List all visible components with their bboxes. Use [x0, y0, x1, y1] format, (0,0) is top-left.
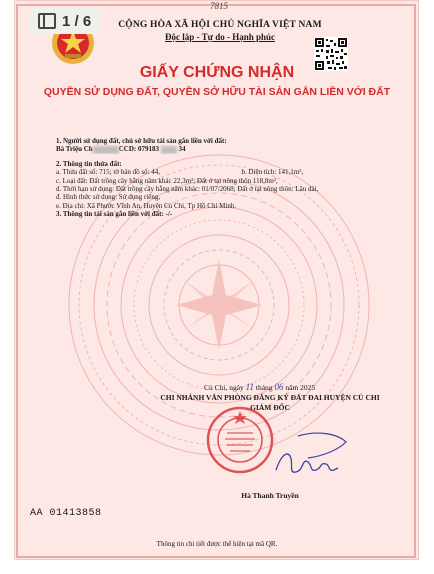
- land-type: c. Loại đất: Đất trồng cây hằng năm khác 22,3m²; Đất ở tại nông thôn 118,8m²,: [56, 176, 278, 185]
- certificate-paper: [14, 0, 419, 560]
- parcel-number: a. Thửa đất số: 715; tờ bản đồ số: 44,: [56, 168, 160, 177]
- owner-name-prefix: Bà Triệu Ch: [56, 145, 93, 154]
- owner-line: [56, 145, 386, 153]
- issue-month-label: tháng: [255, 383, 273, 392]
- serial-number: AA 01413858: [30, 508, 102, 519]
- signer-position: GIÁM ĐỐC: [250, 402, 290, 412]
- certificate-subtitle: QUYỀN SỬ DỤNG ĐẤT, QUYỀN SỞ HỮU TÀI SẢN GẮN LIỀN VỚI ĐẤT: [43, 86, 391, 98]
- qr-note: Thông tin chi tiết được thể hiện tại mã QR.: [156, 540, 278, 548]
- issue-month: 06: [274, 382, 284, 392]
- issue-day: 11: [245, 382, 255, 392]
- country-name: CỘNG HÒA XÃ HỘI CHỦ NGHĨA VIỆT NAM: [118, 20, 322, 30]
- section2-heading: 2. Thông tin thửa đất:: [56, 159, 122, 168]
- owner-id-tail: 34: [178, 145, 186, 154]
- usage-term: d. Thời hạn sử dụng: Đất trồng cây hằng năm khác: 01/07/2068; Đất ở tại nông thôn: Lâu dài,: [56, 185, 319, 194]
- usage-form: đ. Hình thức sử dụng: Sử dụng riêng,: [56, 193, 161, 202]
- page-indicator[interactable]: [30, 8, 100, 34]
- parcel-address: e. Địa chỉ: Xã Phước Vĩnh An, Huyện Củ Chi, Tp Hồ Chí Minh.: [56, 201, 237, 210]
- reference-number: 7815: [210, 1, 228, 11]
- national-header: [110, 20, 330, 42]
- parcel-area: b. Diện tích: 141,1m²,: [241, 168, 304, 177]
- issue-date: [204, 382, 315, 392]
- section3-value: -/-: [165, 210, 173, 219]
- pages-icon: [38, 13, 56, 29]
- page-indicator-text: 1 / 6: [62, 12, 92, 30]
- official-stamp-icon: [205, 405, 275, 475]
- agency-name: CHI NHÁNH VĂN PHÒNG ĐĂNG KÝ ĐẤT ĐAI HUYỆN CỦ CHI: [160, 393, 380, 402]
- owner-id-prefix: CCD: 079183: [118, 145, 159, 154]
- national-motto: Độc lập - Tự do - Hạnh phúc: [164, 32, 275, 42]
- certificate-body: [56, 137, 386, 219]
- certificate-title: GIẤY CHỨNG NHẬN: [139, 64, 295, 81]
- redacted-block: [161, 146, 177, 154]
- parcel-line: [56, 168, 386, 176]
- handwritten-signature: [268, 428, 358, 488]
- section1-heading: 1. Người sử dụng đất, chủ sở hữu tài sản gắn liền với đất:: [56, 137, 227, 145]
- section3-title: 3. Thông tin tài sản gắn liền với đất:: [56, 210, 164, 219]
- redacted-block: [93, 146, 119, 154]
- issue-place: Củ Chi, ngày: [204, 383, 244, 392]
- issue-year: năm 2025: [285, 383, 316, 392]
- signer-name: Hà Thanh Truyền: [241, 491, 299, 500]
- section3-heading: [56, 210, 386, 218]
